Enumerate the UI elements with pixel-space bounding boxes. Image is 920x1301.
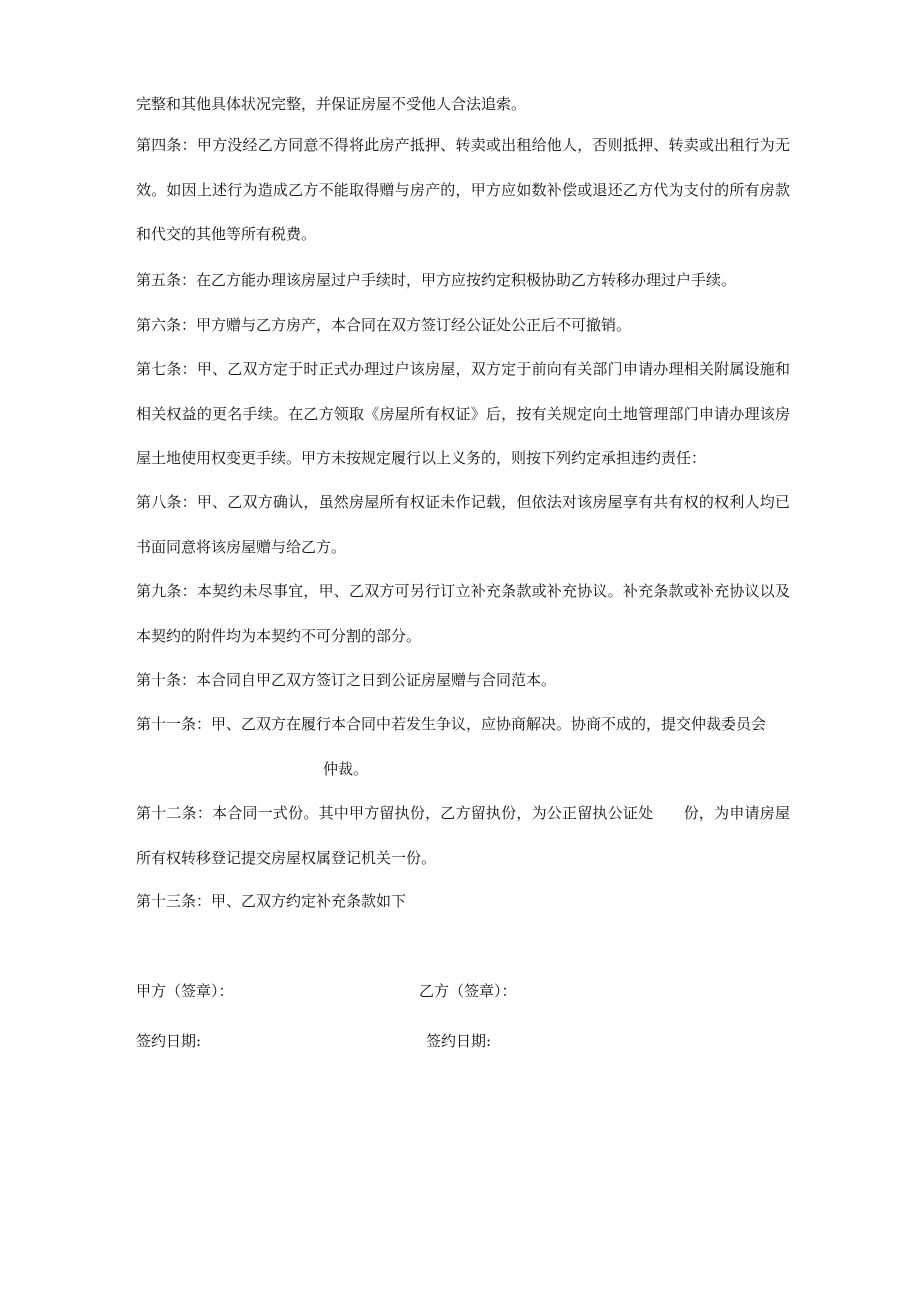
clause-8: 第八条：甲、乙双方确认，虽然房屋所有权证未作记载，但依法对该房屋享有共有权的权利人均已书面同意将该房屋赠与给乙方。 <box>136 493 790 556</box>
party-b-date-label: 签约日期: <box>426 1032 492 1050</box>
clause-4: 第四条：甲方没经乙方同意不得将此房产抵押、转卖或出租给他人，否则抵押、转卖或出租行为无效。如因上述行为造成乙方不能取得赠与房产的，甲方应如数补偿或退还乙方代为支付的所有房款和代交的其他等所有税费。 <box>136 136 790 243</box>
clause-12: 第十二条：本合同一式份。其中甲方留执份，乙方留执份，为公正留执公证处 份，为申请房屋所有权转移登记提交房屋权属登记机关一份。 <box>136 804 790 867</box>
paragraph-intro: 完整和其他具体状况完整，并保证房屋不受他人合法追索。 <box>136 95 527 113</box>
party-a-date-label: 签约日期: <box>136 1032 202 1050</box>
clause-11-tail: 仲裁。 <box>323 760 369 778</box>
clause-10: 第十条：本合同自甲乙双方签订之日到公证房屋赠与合同范本。 <box>136 671 557 689</box>
clause-11: 第十一条：甲、乙双方在履行本合同中若发生争议，应协商解决。协商不成的，提交仲裁委员会 <box>136 715 767 733</box>
clause-13: 第十三条：甲、乙双方约定补充条款如下 <box>136 892 407 910</box>
party-a-signature-label: 甲方（签章）： <box>136 982 234 1000</box>
clause-5: 第五条：在乙方能办理该房屋过户手续时，甲方应按约定积极协助乙方转移办理过户手续。 <box>136 271 737 289</box>
clause-9: 第九条：本契约未尽事宜，甲、乙双方可另行订立补充条款或补充协议。补充条款或补充协议以及本契约的附件均为本契约不可分割的部分。 <box>136 582 790 645</box>
party-b-signature-label: 乙方（签章）： <box>419 982 517 1000</box>
clause-7: 第七条：甲、乙双方定于时正式办理过户该房屋，双方定于前向有关部门申请办理相关附属设施和相关权益的更名手续。在乙方领取《房屋所有权证》后，按有关规定向土地管理部门申请办理该房屋土地使用权变更手续。甲方未按规定履行以上义务的，则按下列约定承担违约责任： <box>136 360 790 467</box>
clause-6: 第六条：甲方赠与乙方房产，本合同在双方签订经公证处公正后不可撤销。 <box>136 316 632 334</box>
